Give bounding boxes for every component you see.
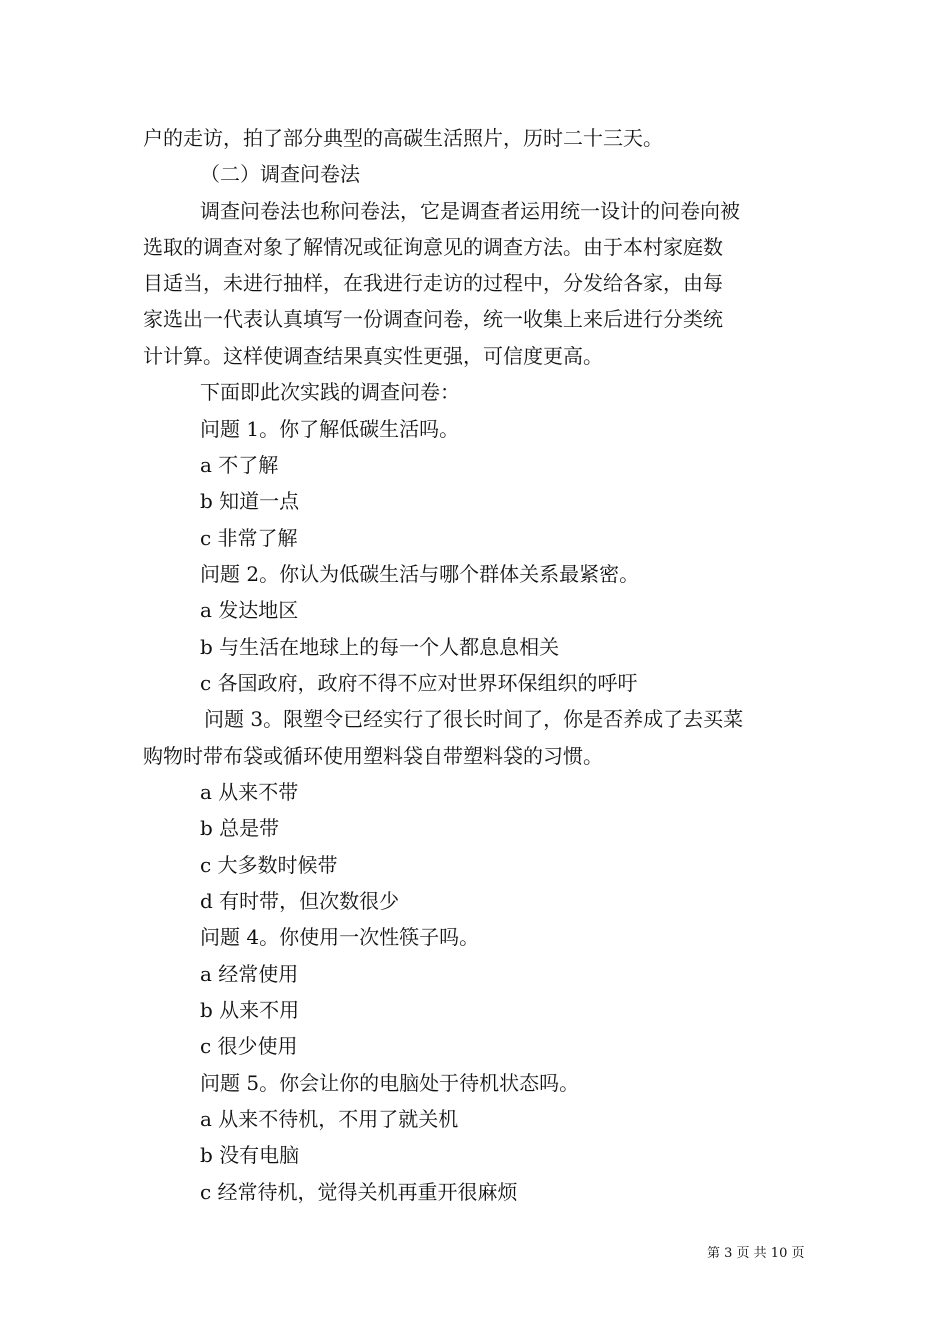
- answer-option: c 各国政府，政府不得不应对世界环保组织的呼吁: [200, 671, 638, 695]
- answer-option: d 有时带，但次数很少: [200, 889, 400, 913]
- question-text: 问题 4。你使用一次性筷子吗。: [200, 925, 480, 949]
- body-text-line: 下面即此次实践的调查问卷：: [200, 380, 460, 404]
- page-number-footer: 第 3 页 共 10 页: [707, 1246, 805, 1261]
- answer-option: c 非常了解: [200, 526, 298, 550]
- answer-option: a 从来不待机，不用了就关机: [200, 1107, 459, 1131]
- answer-option: b 没有电脑: [200, 1143, 300, 1167]
- body-text-line: 家选出一代表认真填写一份调查问卷，统一收集上来后进行分类统: [143, 307, 723, 331]
- answer-option: c 经常待机，觉得关机再重开很麻烦: [200, 1180, 518, 1204]
- answer-option: c 很少使用: [200, 1034, 298, 1058]
- answer-option: a 发达地区: [200, 598, 299, 622]
- answer-option: c 大多数时候带: [200, 853, 338, 877]
- body-text-line: 选取的调查对象了解情况或征询意见的调查方法。由于本村家庭数: [143, 235, 723, 259]
- question-text: 购物时带布袋或循环使用塑料袋自带塑料袋的习惯。: [143, 744, 603, 768]
- answer-option: b 从来不用: [200, 998, 300, 1022]
- body-text-line: 计计算。这样使调查结果真实性更强，可信度更高。: [143, 344, 603, 368]
- section-heading: （二）调查问卷法: [200, 162, 360, 186]
- answer-option: b 与生活在地球上的每一个人都息息相关: [200, 635, 560, 659]
- question-text: 问题 1。你了解低碳生活吗。: [200, 417, 460, 441]
- body-text-line: 户的走访，拍了部分典型的高碳生活照片，历时二十三天。: [143, 126, 663, 150]
- answer-option: b 总是带: [200, 816, 280, 840]
- body-text-line: 目适当，未进行抽样，在我进行走访的过程中，分发给各家，由每: [143, 271, 723, 295]
- answer-option: b 知道一点: [200, 489, 300, 513]
- answer-option: a 不了解: [200, 453, 279, 477]
- answer-option: a 从来不带: [200, 780, 299, 804]
- question-text: 问题 2。你认为低碳生活与哪个群体关系最紧密。: [200, 562, 640, 586]
- answer-option: a 经常使用: [200, 962, 299, 986]
- question-text: 问题 3。限塑令已经实行了很长时间了，你是否养成了去买菜: [204, 707, 744, 731]
- body-text-line: 调查问卷法也称问卷法，它是调查者运用统一设计的问卷向被: [200, 199, 740, 223]
- question-text: 问题 5。你会让你的电脑处于待机状态吗。: [200, 1071, 580, 1095]
